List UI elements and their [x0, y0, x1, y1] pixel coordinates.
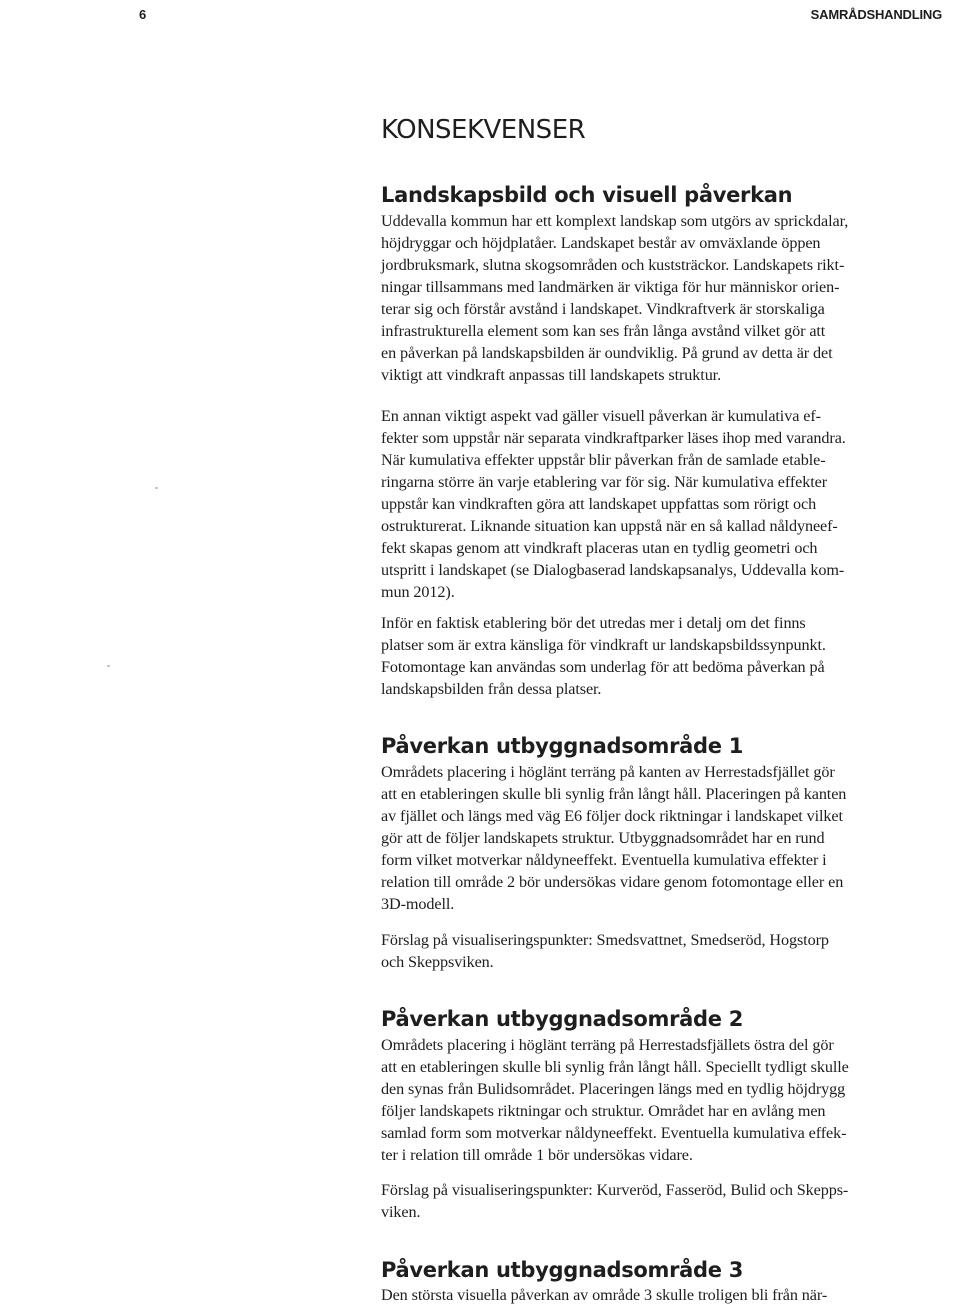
text-line: En annan viktigt aspekt vad gäller visuell påverkan är kumulativa ef- — [381, 407, 821, 425]
section-heading-omrade-3: Påverkan utbyggnadsområde 3 — [381, 1258, 744, 1282]
paragraph — [381, 1179, 956, 1223]
text-line: Fotomontage kan användas som underlag för att bedöma påverkan på — [381, 658, 825, 676]
text-line: att en etableringen skulle bli synlig från långt håll. Speciellt tydligt skulle — [381, 1058, 849, 1076]
text-line: den synas från Bulidsområdet. Placeringen längs med en tydlig höjdrygg — [381, 1080, 846, 1098]
scan-speck — [107, 665, 110, 667]
text-line: av fjället och längs med väg E6 följer dock riktningar i landskapet vilket — [381, 807, 843, 825]
text-line: höjdryggar och höjdplatåer. Landskapet består av omväxlande öppen — [381, 234, 821, 252]
text-line: Förslag på visualiseringspunkter: Smedsvattnet, Smedseröd, Hogstorp — [381, 931, 829, 949]
paragraph — [381, 1034, 956, 1166]
text-line: Uddevalla kommun har ett komplext landskap som utgörs av sprickdalar, — [381, 212, 849, 230]
page-number: 6 — [139, 7, 147, 22]
text-line: infrastrukturella element som kan ses från långa avstånd vilket gör att — [381, 322, 826, 340]
page-title: KONSEKVENSER — [381, 115, 586, 145]
paragraph — [381, 761, 956, 915]
paragraph — [381, 1284, 956, 1306]
text-line: mun 2012). — [381, 583, 455, 601]
text-line: uppstår kan vindkraften göra att landskapet uppfattas som rörigt och — [381, 495, 817, 513]
paragraph — [381, 405, 956, 603]
text-line: fekter som uppstår när separata vindkraftparker läses ihop med varandra. — [381, 429, 846, 447]
text-line: Den största visuella påverkan av område 3 skulle troligen bli från när- — [381, 1286, 828, 1304]
text-line: följer landskapets riktningar och struktur. Området har en avlång men — [381, 1102, 826, 1120]
text-line: terar sig och förstår avstånd i landskapet. Vindkraftverk är storskaliga — [381, 300, 825, 318]
text-line: en påverkan på landskapsbilden är oundviklig. På grund av detta är det — [381, 344, 833, 362]
text-line: platser som är extra känsliga för vindkraft ur landskapsbildssynpunkt. — [381, 636, 826, 654]
text-line: 3D-modell. — [381, 895, 455, 913]
text-line: viken. — [381, 1203, 421, 1221]
text-line: relation till område 2 bör undersökas vidare genom fotomontage eller en — [381, 873, 844, 891]
text-line: och Skeppsviken. — [381, 953, 494, 971]
text-line: form vilket motverkar nåldyneeffekt. Eventuella kumulativa effekter i — [381, 851, 827, 869]
text-line: ningar tillsammans med landmärken är viktiga för hur människor orien- — [381, 278, 840, 296]
text-line: När kumulativa effekter uppstår blir påverkan från de samlade etable- — [381, 451, 826, 469]
text-line: Områdets placering i höglänt terräng på kanten av Herrestadsfjället gör — [381, 763, 835, 781]
paragraph — [381, 612, 956, 700]
text-line: Områdets placering i höglänt terräng på Herrestadsfjällets östra del gör — [381, 1036, 834, 1054]
text-line: Inför en faktisk etablering bör det utredas mer i detalj om det finns — [381, 614, 806, 632]
text-line: att en etableringen skulle bli synlig från långt håll. Placeringen på kanten — [381, 785, 847, 803]
text-line: ter i relation till område 1 bör undersökas vidare. — [381, 1146, 693, 1164]
text-line: samlad form som motverkar nåldyneeffekt. Eventuella kumulativa effek- — [381, 1124, 847, 1142]
text-line: viktigt att vindkraft anpassas till landskapets struktur. — [381, 366, 722, 384]
section-heading-omrade-2: Påverkan utbyggnadsområde 2 — [381, 1007, 744, 1031]
text-line: fekt skapas genom att vindkraft placeras utan en tydlig geometri och — [381, 539, 818, 557]
text-line: landskapsbilden från dessa platser. — [381, 680, 602, 698]
paragraph — [381, 929, 956, 973]
text-line: Förslag på visualiseringspunkter: Kurveröd, Fasseröd, Bulid och Skepps- — [381, 1181, 849, 1199]
document-status-label: SAMRÅDSHANDLING — [810, 7, 942, 22]
text-line: ringarna större än varje etablering var för sig. När kumulativa effekter — [381, 473, 828, 491]
scan-speck — [155, 487, 158, 489]
text-line: jordbruksmark, slutna skogsområden och kuststräckor. Landskapets rikt- — [381, 256, 845, 274]
text-line: ostrukturerat. Liknande situation kan uppstå när en så kallad nåldyneef- — [381, 517, 838, 535]
paragraph — [381, 210, 956, 386]
text-line: gör att de följer landskapets struktur. Utbyggnadsområdet har en rund — [381, 829, 825, 847]
section-heading-omrade-1: Påverkan utbyggnadsområde 1 — [381, 734, 744, 758]
section-heading-landskapsbild: Landskapsbild och visuell påverkan — [381, 183, 793, 207]
text-line: utspritt i landskapet (se Dialogbaserad landskapsanalys, Uddevalla kom- — [381, 561, 845, 579]
